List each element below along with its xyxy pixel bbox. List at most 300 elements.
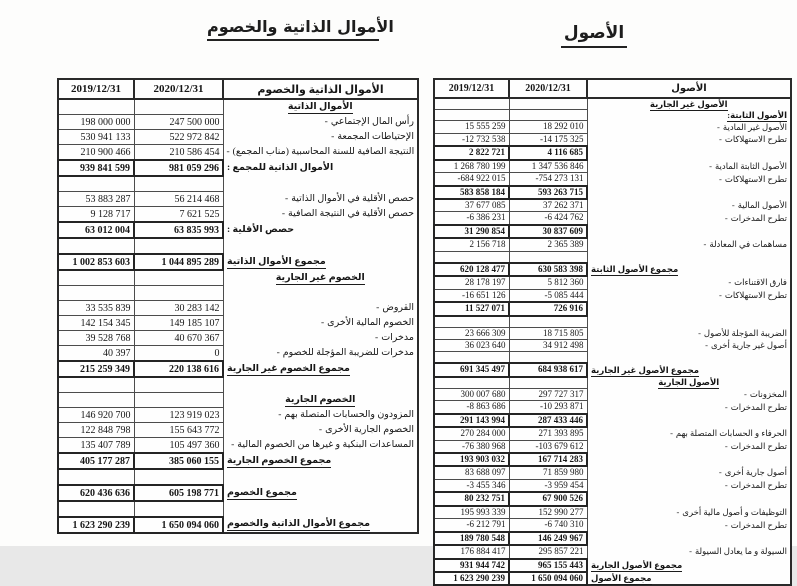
value-2019-cell: -12 732 538 (434, 133, 509, 146)
value-2020-cell: 40 670 367 (134, 331, 223, 346)
row-label: فارق الاقتناءات (734, 277, 787, 288)
value-2020-cell: 4 116 685 (509, 146, 587, 159)
header-2020: 2020/12/31 (134, 79, 223, 99)
row-label: القروض (382, 302, 414, 313)
header-2019: 2019/12/31 (58, 79, 134, 99)
value-2020-cell (134, 377, 223, 393)
bullet-dash: - (324, 116, 328, 127)
table-row-item (434, 327, 791, 339)
table-row-item (58, 115, 418, 130)
row-label-cell (587, 401, 791, 414)
row-label-cell (223, 501, 418, 517)
row-label: النتيجة الصافية للسنة المحاسبية (مناب المجمع) (232, 147, 415, 158)
row-label-cell (587, 98, 791, 110)
bullet-dash: - (276, 348, 280, 359)
row-label-cell (587, 414, 791, 427)
value-2019-cell: 1 002 853 603 (58, 254, 134, 270)
bullet-dash: - (724, 401, 728, 412)
value-2019-cell (434, 316, 509, 328)
bullet-dash: - (724, 441, 728, 452)
table-row-item (434, 440, 791, 453)
row-label: تطرح الاستهلاكات (724, 173, 787, 184)
value-2020-cell (134, 238, 223, 254)
row-label-cell (223, 361, 418, 377)
row-label: الأصول غير الجارية (649, 99, 728, 109)
bullet-dash: - (717, 121, 720, 132)
value-2019-cell: 193 903 032 (434, 453, 509, 466)
row-label: مدخرات للضريبة المؤجلة للخصوم (282, 348, 414, 359)
value-2020-cell: 297 727 317 (509, 388, 587, 400)
value-2019-cell: 135 407 789 (58, 438, 134, 454)
value-2019-cell: 28 178 197 (434, 276, 509, 289)
table-row-item (434, 519, 791, 532)
value-2019-cell: 939 841 599 (58, 160, 134, 176)
row-label-cell (223, 393, 418, 408)
value-2020-cell (509, 316, 587, 328)
row-label: الخصوم غير الجارية (275, 272, 365, 283)
value-2019-cell (58, 469, 134, 485)
value-2019-cell (58, 99, 134, 115)
value-2019-cell: 530 941 133 (58, 130, 134, 145)
value-2019-cell: 1 623 290 239 (434, 572, 509, 585)
equity-liabilities-table (57, 78, 419, 534)
table-row-item (434, 506, 791, 519)
value-2019-cell: -16 651 126 (434, 289, 509, 302)
table-row-blank (58, 286, 418, 301)
value-2020-cell: -10 293 871 (509, 401, 587, 414)
bullet-dash: - (724, 519, 728, 530)
value-2020-cell: 37 262 371 (509, 199, 587, 212)
value-2019-cell (434, 110, 509, 121)
table-row-subtotal (434, 225, 791, 238)
row-label: مجموع الخصوم (227, 487, 297, 498)
value-2019-cell: 11 527 071 (434, 302, 509, 315)
table-row-blank (434, 251, 791, 263)
value-2020-cell: 63 835 993 (134, 222, 223, 238)
bullet-dash: - (331, 131, 335, 142)
row-label-cell (587, 492, 791, 505)
value-2020-cell: 152 990 277 (509, 506, 587, 519)
header-label: الأصول (587, 79, 791, 98)
assets-table (433, 78, 792, 586)
value-2020-cell: 67 900 526 (509, 492, 587, 505)
value-2020-cell: 167 714 283 (509, 453, 587, 466)
bullet-dash: - (231, 440, 235, 451)
bullet-dash: - (724, 480, 728, 491)
row-label-cell (223, 301, 418, 316)
value-2019-cell: 83 688 097 (434, 466, 509, 479)
value-2020-cell: -103 679 612 (509, 440, 587, 453)
value-2019-cell: 210 900 466 (58, 145, 134, 161)
value-2020-cell: 146 249 967 (509, 532, 587, 545)
value-2019-cell: 9 128 717 (58, 207, 134, 223)
value-2020-cell: 210 586 454 (134, 145, 223, 161)
row-label-cell (587, 173, 791, 186)
row-label-cell (223, 485, 418, 501)
table-row-item (434, 545, 791, 558)
value-2020-cell: 71 859 980 (509, 466, 587, 479)
row-label: مجموع الأموال الذاتية والخصوم (227, 519, 370, 530)
row-label-cell (587, 440, 791, 453)
value-2020-cell: 385 060 155 (134, 453, 223, 469)
row-label-cell (587, 146, 791, 159)
value-2019-cell: 215 259 349 (58, 361, 134, 377)
value-2020-cell: 630 583 398 (509, 263, 587, 276)
value-2020-cell: -6 740 310 (509, 519, 587, 532)
value-2020-cell: 18 292 010 (509, 121, 587, 133)
table-header-row (58, 79, 418, 99)
row-label-cell (587, 238, 791, 251)
bullet-dash: - (728, 277, 732, 288)
value-2020-cell (509, 110, 587, 121)
row-label-cell (587, 519, 791, 532)
value-2019-cell: 37 677 085 (434, 199, 509, 212)
value-2019-cell (434, 377, 509, 389)
row-label-cell (587, 559, 791, 572)
value-2020-cell: 30 283 142 (134, 301, 223, 316)
value-2020-cell: 1 650 094 060 (509, 572, 587, 585)
table-row-subtotal (434, 453, 791, 466)
table-row-subtotal (434, 414, 791, 427)
table-row-item (434, 238, 791, 251)
row-label-cell (587, 572, 791, 585)
value-2019-cell: 620 436 636 (58, 485, 134, 501)
row-label: مجموع الأصول الثابتة (591, 264, 679, 275)
value-2019-cell: 176 884 417 (434, 545, 509, 558)
row-label: حصص الأقلية : (227, 224, 295, 235)
row-label: رأس المال الإجتماعي (330, 116, 414, 127)
value-2019-cell: 122 848 798 (58, 423, 134, 438)
value-2019-cell: -6 386 231 (434, 212, 509, 225)
value-2020-cell: 7 621 525 (134, 207, 223, 223)
bullet-dash: - (698, 327, 701, 338)
row-label: تطرح المدخرات (730, 480, 787, 491)
row-label-cell (587, 506, 791, 519)
table-row-blank (58, 377, 418, 393)
bullet-dash: - (724, 212, 728, 223)
table-row-item (434, 427, 791, 440)
table-row-subtotal (434, 146, 791, 159)
table-row-blank (58, 238, 418, 254)
value-2019-cell: 40 397 (58, 346, 134, 362)
value-2019-cell: -6 212 791 (434, 519, 509, 532)
value-2020-cell: 287 433 446 (509, 414, 587, 427)
value-2019-cell: 142 154 345 (58, 316, 134, 331)
value-2020-cell: 34 912 498 (509, 339, 587, 351)
table-row-blank (58, 501, 418, 517)
table-row-total (58, 254, 418, 270)
table-row-rollup (58, 160, 418, 176)
row-label-cell (587, 212, 791, 225)
row-label: تطرح المدخرات (730, 441, 787, 452)
table-row-total (434, 572, 791, 585)
value-2020-cell: 965 155 443 (509, 559, 587, 572)
row-label: تطرح الاستهلاكات (724, 134, 787, 145)
header-2020: 2020/12/31 (509, 79, 587, 98)
bullet-dash: - (376, 302, 380, 313)
table-row-blank (58, 176, 418, 192)
value-2020-cell: 605 198 771 (134, 485, 223, 501)
value-2019-cell (58, 270, 134, 286)
bullet-dash: - (744, 389, 747, 400)
row-label: المخزونات (749, 389, 787, 400)
table-row-subtotal (434, 302, 791, 315)
row-label-cell (223, 207, 418, 223)
row-label-cell (223, 99, 418, 115)
value-2020-cell: 155 643 772 (134, 423, 223, 438)
table-row-item (58, 207, 418, 223)
table-row-item (434, 479, 791, 492)
row-label-cell (223, 517, 418, 533)
bullet-dash: - (375, 332, 379, 343)
row-label-cell (223, 222, 418, 238)
table-row-subtotal (434, 532, 791, 545)
bullet-dash: - (676, 506, 680, 517)
row-label-cell (587, 466, 791, 479)
row-label: مجموع الأصول غير الجارية (591, 364, 699, 375)
row-label-cell (587, 363, 791, 376)
row-label-cell (587, 160, 791, 173)
row-label-cell (587, 199, 791, 212)
value-2020-cell: -3 959 454 (509, 479, 587, 492)
row-label: مدخرات (381, 332, 414, 343)
row-label: المساعدات البنكية و غيرها من الخصوم المالية (237, 440, 414, 451)
row-label: مجموع الأصول (591, 572, 652, 583)
value-2019-cell: 15 555 259 (434, 121, 509, 133)
row-label-cell (223, 408, 418, 423)
row-label-cell (587, 302, 791, 315)
row-label-cell (223, 130, 418, 145)
row-label-cell (587, 251, 791, 263)
row-label-cell (587, 377, 791, 389)
value-2020-cell: 105 497 360 (134, 438, 223, 454)
value-2020-cell: -14 175 325 (509, 133, 587, 146)
value-2020-cell (134, 469, 223, 485)
row-label: الحرفاء و الحسابات المتصلة بهم (675, 428, 787, 439)
table-row-item (58, 192, 418, 207)
row-label: مساهمات في المعادلة (709, 239, 787, 250)
value-2019-cell: 36 023 640 (434, 339, 509, 351)
value-2019-cell: -76 380 968 (434, 440, 509, 453)
value-2019-cell: 146 920 700 (58, 408, 134, 423)
table-row-item (58, 130, 418, 145)
row-label: الأصول الجارية (658, 377, 720, 388)
bullet-dash: - (718, 290, 722, 301)
value-2020-cell: 522 972 842 (134, 130, 223, 145)
table-row-section (58, 270, 418, 286)
row-label: مجموع الأموال الذاتية (227, 256, 326, 267)
table-row-item (434, 121, 791, 133)
row-label: تطرح المدخرات (730, 401, 787, 412)
row-label-cell (587, 186, 791, 199)
table-row-total (434, 263, 791, 276)
table-row-item (434, 289, 791, 302)
row-label-cell (587, 121, 791, 133)
row-label: المزودون والحسابات المتصلة بهم (284, 409, 414, 420)
row-label: تطرح الاستهلاكات (724, 290, 787, 301)
value-2019-cell: 31 290 854 (434, 225, 509, 238)
row-label: الأصول الثابتة: (727, 109, 787, 120)
table-row-item (434, 133, 791, 146)
row-label: التوظيفات و أصول مالية أخرى (682, 506, 787, 517)
table-row-blank (434, 316, 791, 328)
table-row-item (58, 145, 418, 161)
header-2019: 2019/12/31 (434, 79, 509, 98)
bullet-dash: - (709, 160, 712, 171)
assets-title: الأصول (561, 23, 627, 48)
row-label-cell (587, 133, 791, 146)
header-label: الأموال الذاتية والخصوم (223, 79, 418, 99)
table-row-item (434, 160, 791, 173)
row-label: الأموال الذاتية (287, 102, 353, 113)
value-2020-cell: 271 393 895 (509, 427, 587, 440)
row-label-cell (223, 346, 418, 362)
row-label: الخصوم الجارية (285, 394, 356, 405)
row-label-cell (223, 316, 418, 331)
value-2019-cell (434, 352, 509, 364)
row-label: أصول غير جارية أخرى (710, 340, 787, 351)
row-label-cell (223, 238, 418, 254)
bullet-dash: - (718, 173, 722, 184)
value-2019-cell: 53 883 287 (58, 192, 134, 207)
row-label: تطرح المدخرات (730, 212, 787, 223)
value-2020-cell: 726 916 (509, 302, 587, 315)
table-row-item (434, 212, 791, 225)
row-label: الأصول غير المادية (722, 121, 787, 132)
table-row-rollup (58, 222, 418, 238)
row-label-cell (223, 438, 418, 454)
table-row-section (58, 99, 418, 115)
value-2020-cell: 2 365 389 (509, 238, 587, 251)
row-label-cell (587, 479, 791, 492)
value-2019-cell (434, 98, 509, 110)
value-2019-cell (58, 238, 134, 254)
table-row-section (434, 377, 791, 389)
bullet-dash: - (703, 239, 707, 250)
table-row-subsection (434, 110, 791, 121)
value-2020-cell: -754 273 131 (509, 173, 587, 186)
value-2019-cell: 1 268 780 199 (434, 160, 509, 173)
value-2020-cell: 123 919 023 (134, 408, 223, 423)
row-label-cell (587, 352, 791, 364)
table-row-item (58, 438, 418, 454)
row-label-cell (223, 115, 418, 130)
row-label: مجموع الأصول الجارية (591, 559, 683, 570)
row-label-cell (587, 110, 791, 121)
value-2020-cell: 295 857 221 (509, 545, 587, 558)
table-row-item (434, 401, 791, 414)
bullet-dash: - (285, 193, 289, 204)
value-2019-cell: 2 822 721 (434, 146, 509, 159)
table-row-subtotal (434, 492, 791, 505)
table-row-blank (434, 352, 791, 364)
value-2019-cell: 300 007 680 (434, 388, 509, 400)
value-2019-cell (434, 251, 509, 263)
value-2019-cell: 620 128 477 (434, 263, 509, 276)
value-2019-cell: -684 922 015 (434, 173, 509, 186)
row-label-cell (587, 289, 791, 302)
table-row-item (58, 423, 418, 438)
value-2019-cell: 23 666 309 (434, 327, 509, 339)
table-row-total (434, 559, 791, 572)
row-label: تطرح المدخرات (730, 519, 787, 530)
row-label-cell (223, 192, 418, 207)
value-2019-cell: 583 858 184 (434, 186, 509, 199)
value-2019-cell (58, 393, 134, 408)
value-2020-cell: 593 263 715 (509, 186, 587, 199)
table-row-item (434, 339, 791, 351)
row-label: مجموع الخصوم الجارية (227, 455, 332, 466)
row-label-cell (587, 316, 791, 328)
table-row-blank (58, 469, 418, 485)
table-row-total (434, 363, 791, 376)
value-2019-cell: 33 535 839 (58, 301, 134, 316)
row-label: حصص الأقلية في النتيجة الصافية (288, 209, 414, 220)
bullet-dash: - (278, 409, 282, 420)
value-2020-cell (509, 377, 587, 389)
row-label-cell (223, 377, 418, 393)
value-2019-cell: 291 143 994 (434, 414, 509, 427)
table-row-section (58, 393, 418, 408)
bullet-dash: - (318, 424, 323, 435)
value-2019-cell: 691 345 497 (434, 363, 509, 376)
value-2019-cell: 270 284 000 (434, 427, 509, 440)
row-label: الخصوم الجارية الأخرى (325, 424, 414, 435)
table-header-row (434, 79, 791, 98)
row-label-cell (223, 145, 418, 161)
table-row-total (58, 485, 418, 501)
value-2019-cell (58, 501, 134, 517)
value-2020-cell (509, 352, 587, 364)
row-label: الأصول الثابتة المادية (714, 160, 787, 171)
value-2019-cell: 405 177 287 (58, 453, 134, 469)
table-row-item (58, 408, 418, 423)
value-2019-cell: -3 455 346 (434, 479, 509, 492)
value-2019-cell: -8 863 686 (434, 401, 509, 414)
row-label-cell (223, 176, 418, 192)
row-label: الخصوم المالية الأخرى (327, 317, 414, 328)
value-2020-cell (134, 393, 223, 408)
row-label-cell (587, 427, 791, 440)
value-2020-cell: 684 938 617 (509, 363, 587, 376)
value-2019-cell: 1 623 290 239 (58, 517, 134, 533)
value-2020-cell: 981 059 296 (134, 160, 223, 176)
bullet-dash: - (718, 134, 722, 145)
value-2019-cell: 2 156 718 (434, 238, 509, 251)
value-2020-cell: 5 812 360 (509, 276, 587, 289)
table-row-section (434, 98, 791, 110)
table-row-item (434, 199, 791, 212)
row-label-cell (587, 388, 791, 400)
row-label-cell (223, 331, 418, 346)
row-label: الأموال الذاتية للمجمع : (227, 162, 334, 173)
value-2019-cell: 39 528 768 (58, 331, 134, 346)
value-2020-cell: -6 424 762 (509, 212, 587, 225)
table-row-item (58, 301, 418, 316)
bullet-dash: - (705, 340, 708, 351)
bullet-dash: - (689, 546, 692, 557)
row-label-cell (587, 263, 791, 276)
row-label-cell (223, 453, 418, 469)
value-2020-cell: 0 (134, 346, 223, 362)
value-2019-cell (58, 286, 134, 301)
value-2020-cell: 1 650 094 060 (134, 517, 223, 533)
table-row-item (58, 331, 418, 346)
value-2019-cell: 931 944 742 (434, 559, 509, 572)
value-2019-cell (58, 176, 134, 192)
row-label-cell (587, 225, 791, 238)
value-2020-cell: -5 085 444 (509, 289, 587, 302)
